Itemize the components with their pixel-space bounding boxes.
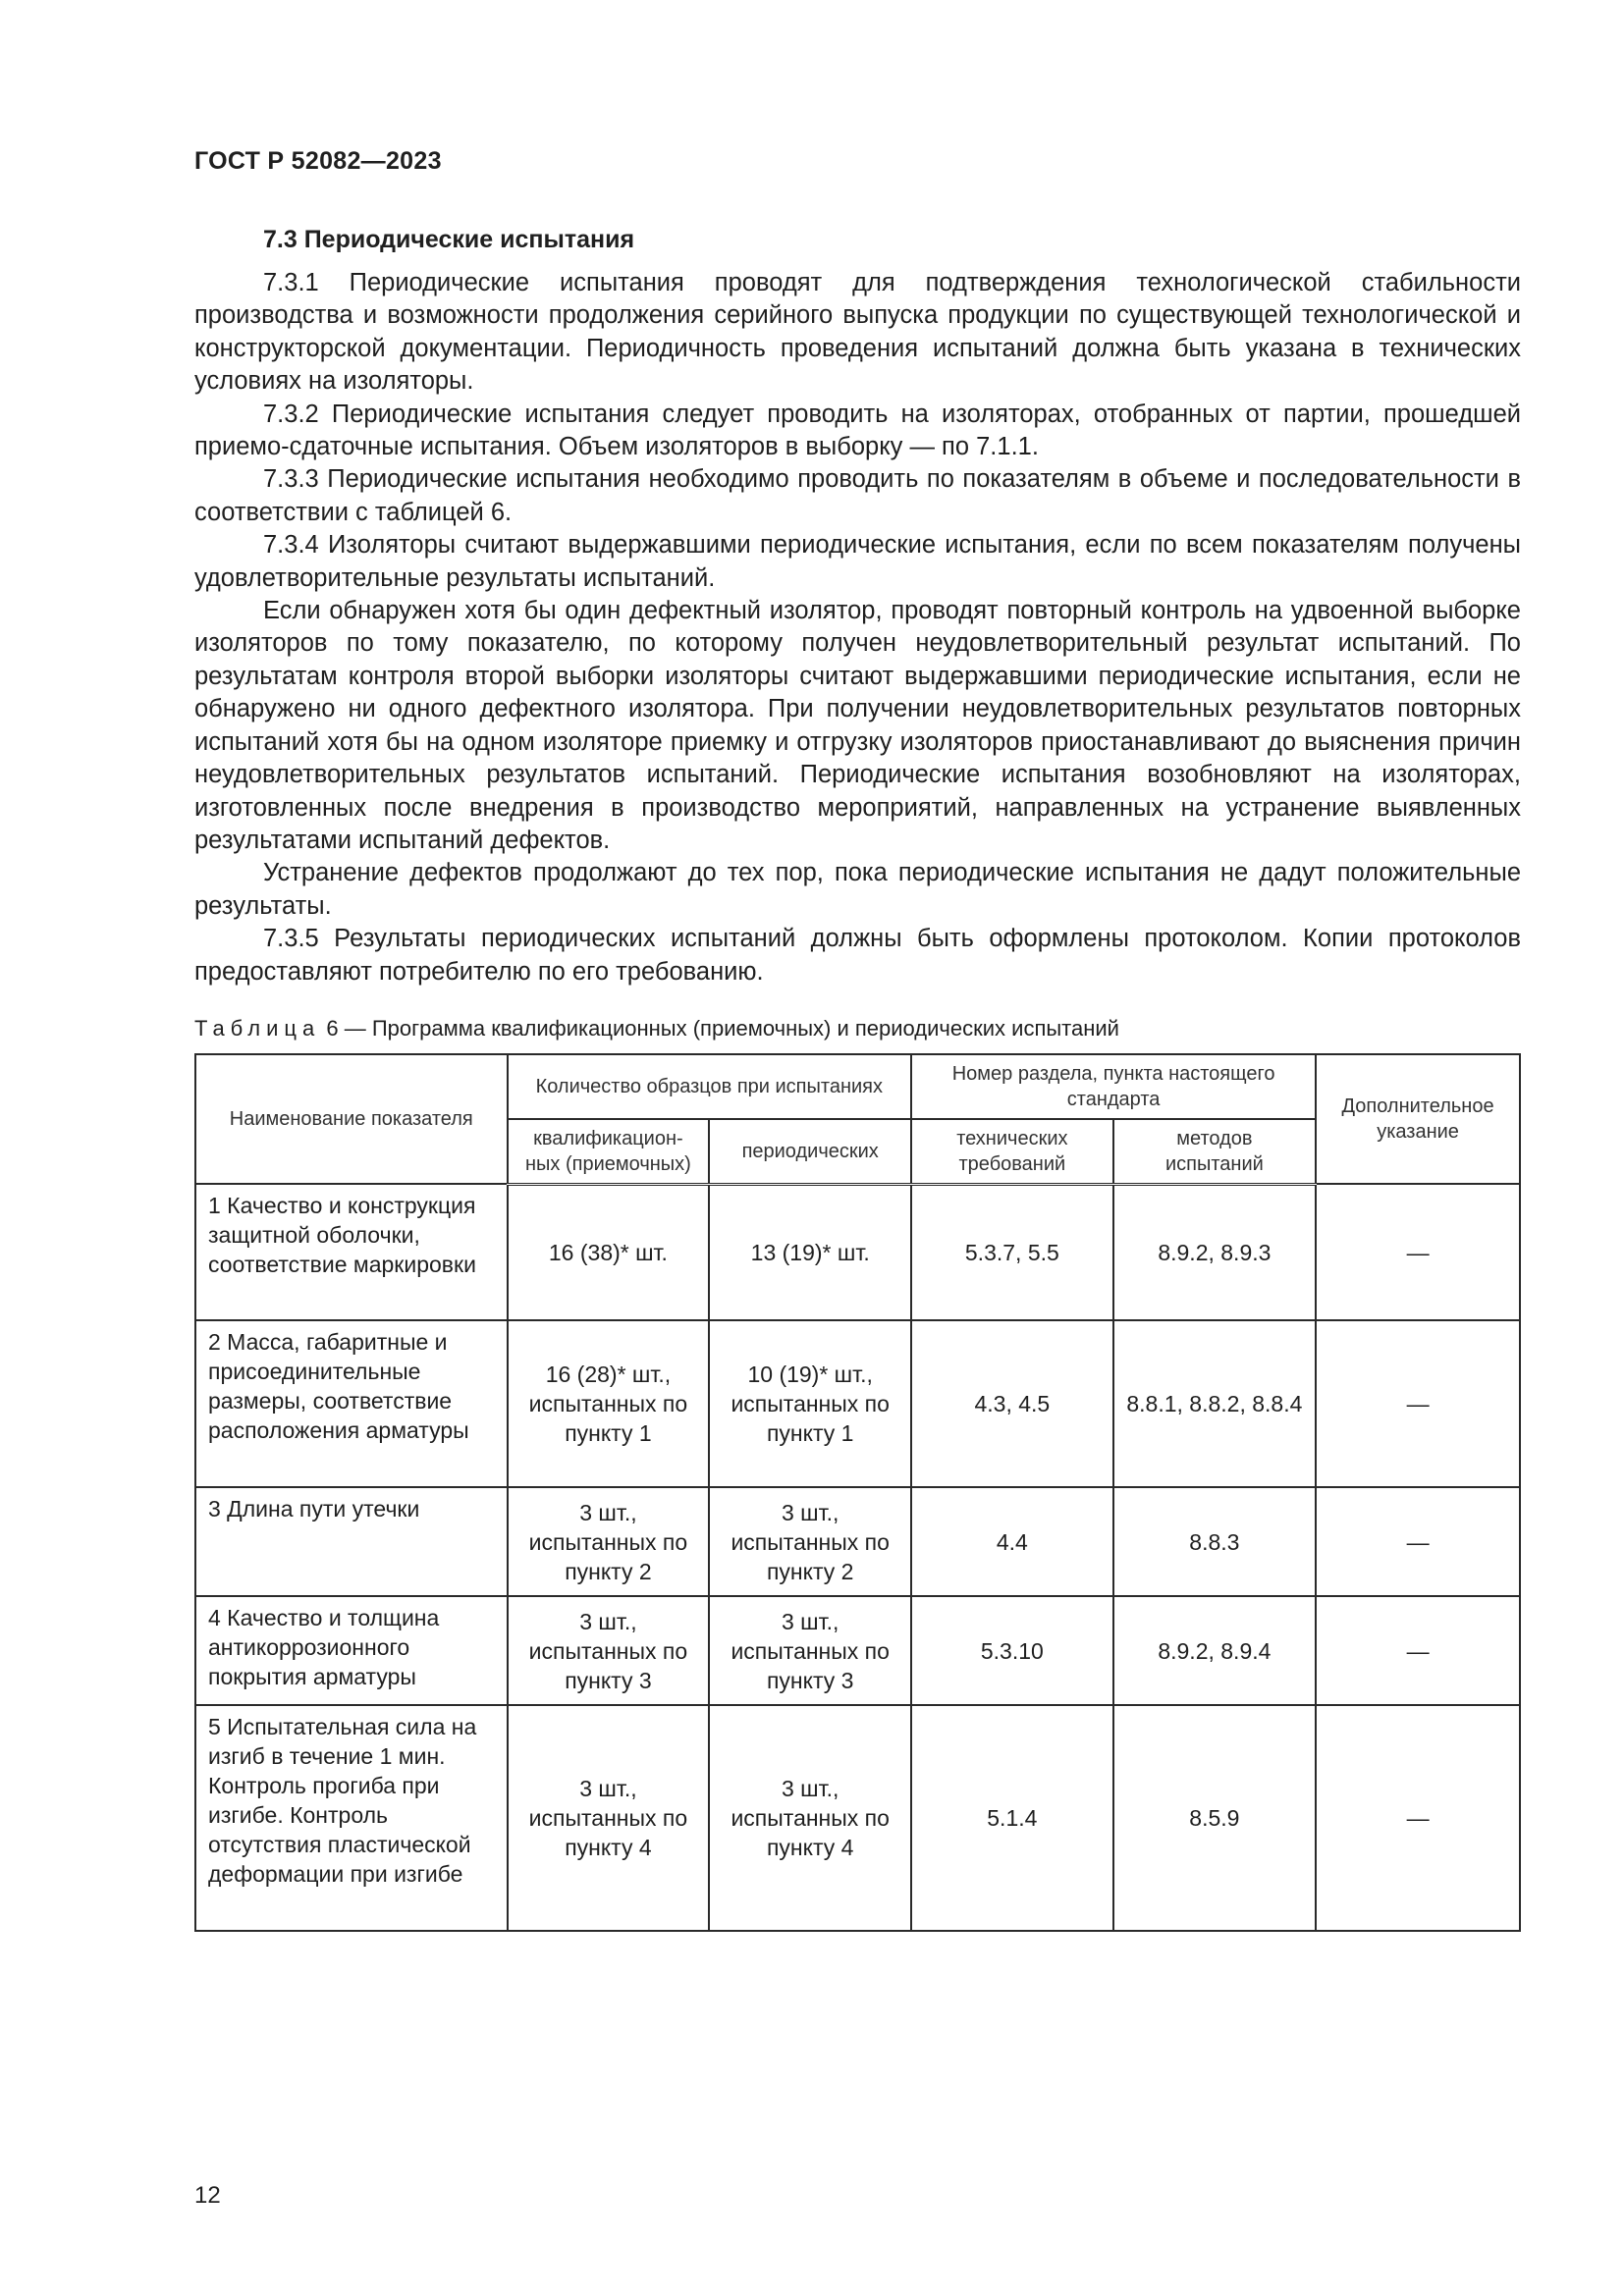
- header-qualification: квалификацион-ных (приемочных): [508, 1119, 710, 1185]
- table-caption-label: Таблица: [194, 1015, 321, 1041]
- cell-qualification: 3 шт., испытанных по пункту 3: [508, 1596, 710, 1705]
- cell-additional: —: [1316, 1596, 1520, 1705]
- cell-tech-requirements: 4.3, 4.5: [911, 1320, 1113, 1487]
- cell-tech-requirements: 5.1.4: [911, 1705, 1113, 1931]
- cell-additional: —: [1316, 1487, 1520, 1596]
- paragraph-7-3-1: 7.3.1 Периодические испытания проводят для подтверждения технологической стабильности производства и возможности продолжения серийного выпуска продукции по существующей технологической и конструкторской документации. Периодичность проведения испытаний должна быть указана в технических условиях на изоляторы.: [194, 269, 1521, 396]
- header-additional: Дополнительное указание: [1316, 1054, 1520, 1185]
- cell-test-methods: 8.9.2, 8.9.4: [1113, 1596, 1316, 1705]
- paragraph-7-3-2: 7.3.2 Периодические испытания следует проводить на изоляторах, отобранных от партии, прошедшей приемо-сдаточные испытания. Объем изоляторов в выборку — по 7.1.1.: [194, 400, 1521, 461]
- cell-additional: —: [1316, 1705, 1520, 1931]
- table-row: [195, 1596, 1520, 1705]
- cell-tech-requirements: 5.3.10: [911, 1596, 1113, 1705]
- cell-indicator-name: 1 Качество и конструкция защитной оболочки, соответствие маркировки: [195, 1184, 508, 1320]
- page-body: [194, 224, 1521, 1932]
- header-test-methods: методов испытаний: [1113, 1119, 1316, 1185]
- cell-indicator-name: 3 Длина пути утечки: [195, 1487, 508, 1596]
- table-row: [195, 1487, 1520, 1596]
- test-program-table: [194, 1053, 1521, 1933]
- header-section-number: Номер раздела, пункта настоящего стандарта: [911, 1054, 1316, 1119]
- cell-tech-requirements: 4.4: [911, 1487, 1113, 1596]
- table-row: [195, 1184, 1520, 1320]
- cell-additional: —: [1316, 1320, 1520, 1487]
- table-caption: [194, 1016, 1521, 1041]
- cell-test-methods: 8.5.9: [1113, 1705, 1316, 1931]
- cell-test-methods: 8.8.3: [1113, 1487, 1316, 1596]
- paragraph-retest: Если обнаружен хотя бы один дефектный изолятор, проводят повторный контроль на удвоенной выборке изоляторов по тому показателю, по которому получен неудовлетворительный результат испытаний. По результатам контроля второй выборки изоляторы считают выдержавшими периодические испытания, если не обнаружено ни одного дефектного изолятора. При получении неудовлетворительных результатов повторных испытаний хотя бы на одном изоляторе приемку и отгрузку изоляторов приостанавливают до выяснения причин неудовлетворительных результатов испытаний. Периодические испытания возобновляют на изоляторах, изготовленных после внедрения в производство мероприятий, направленных на устранение выявленных результатами испытаний дефектов.: [194, 597, 1521, 854]
- paragraph-7-3-3: 7.3.3 Периодические испытания необходимо проводить по показателям в объеме и последовательности в соответствии с таблицей 6.: [194, 465, 1521, 526]
- cell-additional: —: [1316, 1184, 1520, 1320]
- header-tech-requirements: технических требований: [911, 1119, 1113, 1185]
- table-caption-text: 6 — Программа квалификационных (приемочных) и периодических испытаний: [326, 1015, 1119, 1041]
- cell-test-methods: 8.8.1, 8.8.2, 8.8.4: [1113, 1320, 1316, 1487]
- header-indicator-name: Наименование показателя: [195, 1054, 508, 1185]
- document-header: ГОСТ Р 52082—2023: [194, 147, 442, 175]
- paragraph-7-3-4: 7.3.4 Изоляторы считают выдержавшими периодические испытания, если по всем показателям получены удовлетворительные результаты испытаний.: [194, 531, 1521, 592]
- header-periodic: периодических: [709, 1119, 911, 1185]
- cell-periodic: 3 шт., испытанных по пункту 4: [709, 1705, 911, 1931]
- cell-periodic: 10 (19)* шт., испытанных по пункту 1: [709, 1320, 911, 1487]
- cell-periodic: 3 шт., испытанных по пункту 3: [709, 1596, 911, 1705]
- section-title: 7.3 Периодические испытания: [263, 226, 635, 253]
- cell-qualification: 16 (28)* шт., испытанных по пункту 1: [508, 1320, 710, 1487]
- cell-indicator-name: 5 Испытательная сила на изгиб в течение 1 мин. Контроль прогиба при изгибе. Контроль отсутствия пластической деформации при изгибе: [195, 1705, 508, 1931]
- cell-indicator-name: 2 Масса, габаритные и присоединительные размеры, соответствие расположения арматуры: [195, 1320, 508, 1487]
- header-sample-count: Количество образцов при испытаниях: [508, 1054, 912, 1119]
- cell-indicator-name: 4 Качество и толщина антикоррозионного покрытия арматуры: [195, 1596, 508, 1705]
- cell-test-methods: 8.9.2, 8.9.3: [1113, 1184, 1316, 1320]
- cell-qualification: 3 шт., испытанных по пункту 4: [508, 1705, 710, 1931]
- paragraph-7-3-5: 7.3.5 Результаты периодических испытаний должны быть оформлены протоколом. Копии протоколов предоставляют потребителю по его требованию.: [194, 925, 1521, 986]
- cell-tech-requirements: 5.3.7, 5.5: [911, 1184, 1113, 1320]
- cell-qualification: 3 шт., испытанных по пункту 2: [508, 1487, 710, 1596]
- page-number: 12: [194, 2182, 221, 2209]
- table-row: [195, 1705, 1520, 1931]
- table-row: [195, 1320, 1520, 1487]
- cell-periodic: 3 шт., испытанных по пункту 2: [709, 1487, 911, 1596]
- cell-periodic: 13 (19)* шт.: [709, 1184, 911, 1320]
- paragraph-defect-elimination: Устранение дефектов продолжают до тех пор, пока периодические испытания не дадут положительные результаты.: [194, 859, 1521, 920]
- cell-qualification: 16 (38)* шт.: [508, 1184, 710, 1320]
